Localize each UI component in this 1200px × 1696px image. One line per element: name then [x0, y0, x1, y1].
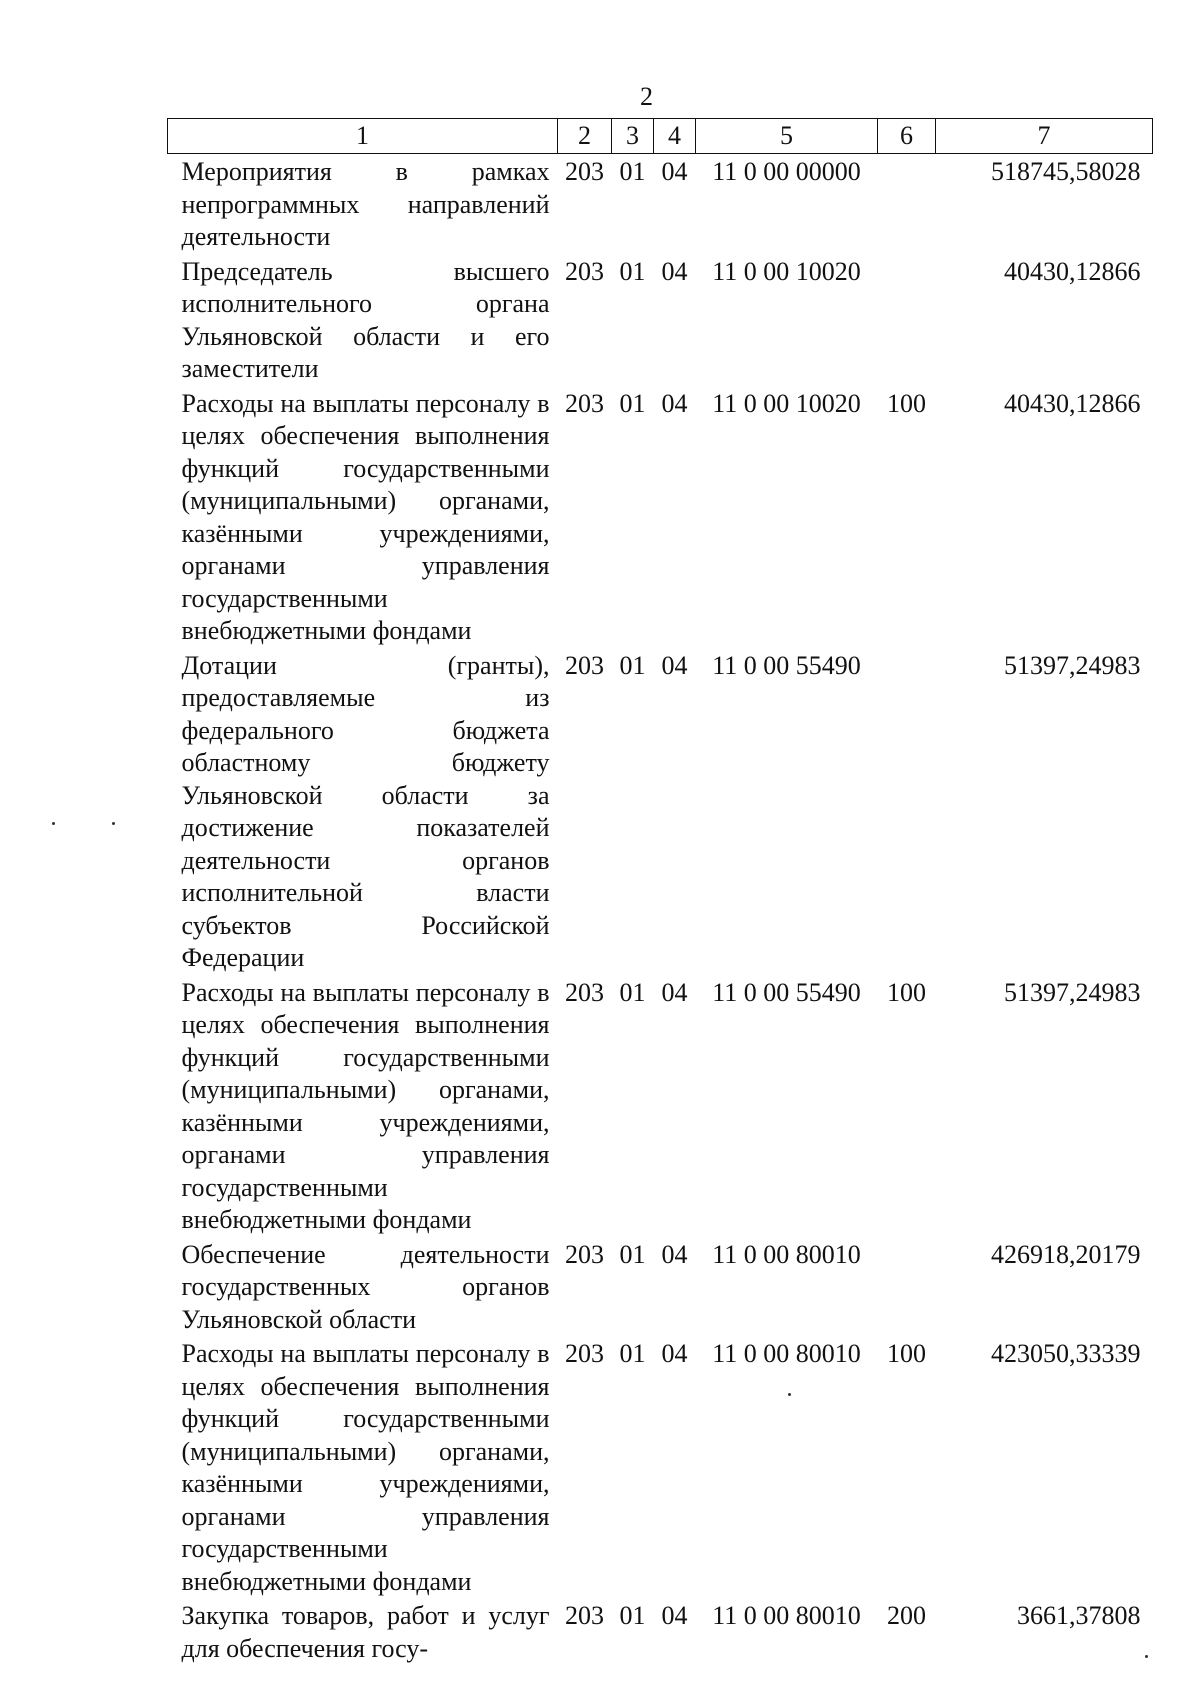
header-col-1: 1	[168, 119, 558, 154]
row-amount: 518745,58028	[991, 157, 1141, 186]
row-col-2: 203	[565, 256, 604, 286]
row-col-2: 203	[565, 977, 604, 1007]
row-col-5: 11 0 00 10020	[712, 256, 861, 286]
row-col-6	[878, 1237, 936, 1337]
row-col-4: 04	[661, 1339, 688, 1368]
row-col-3: 01	[619, 1239, 646, 1269]
scan-speck	[52, 822, 55, 825]
row-col-3: 01	[619, 1601, 646, 1630]
row-description: Расходы на выплаты персоналу в целях обеспечения выполнения функций государственными (муниципальными) органами, казёнными учреждениями, органами управления государственными внебюджетными фондами	[181, 388, 550, 645]
row-col-3: 01	[619, 388, 646, 418]
table-row	[168, 386, 1153, 648]
row-description: Мероприятия в рамках непрограммных направлений деятельности	[181, 157, 550, 251]
row-col-6	[878, 254, 936, 386]
header-col-4: 4	[654, 119, 696, 154]
row-col-2: 203	[565, 388, 604, 418]
row-col-6: 200	[887, 1601, 926, 1630]
row-col-4: 04	[661, 157, 688, 186]
row-col-2: 203	[565, 157, 604, 186]
header-col-5: 5	[696, 119, 878, 154]
header-col-2: 2	[558, 119, 612, 154]
row-col-2: 203	[565, 1601, 604, 1630]
header-col-3: 3	[612, 119, 654, 154]
row-col-4: 04	[661, 1239, 688, 1269]
row-col-6: 100	[887, 1339, 926, 1368]
row-amount: 426918,20179	[991, 1239, 1141, 1269]
table-row	[168, 1598, 1153, 1665]
row-col-5: 11 0 00 55490	[712, 650, 861, 680]
row-col-2: 203	[565, 1339, 604, 1368]
page-number: 2	[640, 82, 653, 111]
row-col-4: 04	[661, 1601, 688, 1630]
row-col-5: 11 0 00 80010	[712, 1601, 861, 1630]
row-amount: 40430,12866	[1004, 256, 1141, 286]
row-col-3: 01	[619, 157, 646, 186]
row-col-6	[878, 648, 936, 975]
row-col-5: 11 0 00 10020	[712, 388, 861, 418]
table-row	[168, 254, 1153, 386]
row-col-6	[878, 154, 936, 254]
row-col-5: 11 0 00 80010	[712, 1339, 861, 1368]
row-col-5: 11 0 00 55490	[712, 977, 861, 1007]
row-col-2: 203	[565, 1239, 604, 1269]
row-amount: 51397,24983	[1004, 977, 1141, 1007]
scan-speck	[112, 822, 115, 825]
table-row	[168, 1336, 1153, 1598]
row-col-4: 04	[661, 650, 688, 680]
row-col-6: 100	[887, 977, 926, 1007]
row-col-3: 01	[619, 256, 646, 286]
row-description: Председатель высшего исполнительного органа Ульяновской области и его заместители	[181, 256, 550, 383]
row-amount: 423050,33339	[991, 1339, 1141, 1368]
row-col-5: 11 0 00 80010	[712, 1239, 861, 1269]
budget-table	[167, 118, 1153, 1665]
table-row	[168, 975, 1153, 1237]
table-row	[168, 154, 1153, 254]
row-col-2: 203	[565, 650, 604, 680]
row-col-4: 04	[661, 388, 688, 418]
row-col-4: 04	[661, 256, 688, 286]
row-description: Расходы на выплаты персоналу в целях обеспечения выполнения функций государственными (муниципальными) органами, казёнными учреждениями, органами управления государственными внебюджетными фондами	[181, 1339, 550, 1596]
row-col-4: 04	[661, 977, 688, 1007]
row-amount: 3661,37808	[1017, 1601, 1141, 1630]
row-description: Закупка товаров, работ и услуг для обеспечения госу-	[181, 1601, 550, 1663]
header-col-7: 7	[936, 119, 1153, 154]
row-description: Обеспечение деятельности государственных органов Ульяновской области	[181, 1239, 550, 1334]
row-amount: 40430,12866	[1004, 388, 1141, 418]
table-header-row	[168, 119, 1153, 154]
row-col-6: 100	[887, 388, 926, 418]
scan-speck	[1145, 1655, 1148, 1658]
row-description: Расходы на выплаты персоналу в целях обеспечения выполнения функций государственными (муниципальными) органами, казёнными учреждениями, органами управления государственными внебюджетными фондами	[181, 977, 550, 1234]
row-col-3: 01	[619, 1339, 646, 1368]
header-col-6: 6	[878, 119, 936, 154]
row-description: Дотации (гранты), предоставляемые из федерального бюджета областному бюджету Ульяновской области за достижение показателей деятельности органов исполнительной власти субъектов Российской Федерации	[181, 650, 550, 972]
table-row	[168, 1237, 1153, 1337]
scan-speck	[788, 1393, 791, 1396]
row-col-5: 11 0 00 00000	[712, 157, 861, 186]
row-col-3: 01	[619, 977, 646, 1007]
row-amount: 51397,24983	[1004, 650, 1141, 680]
row-col-3: 01	[619, 650, 646, 680]
table-row	[168, 648, 1153, 975]
